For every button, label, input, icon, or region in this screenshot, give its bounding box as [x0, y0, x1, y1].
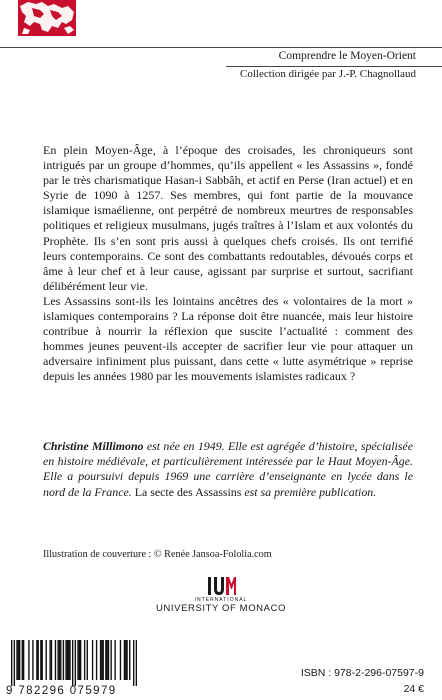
- barcode: [3, 638, 141, 700]
- barcode-bar: [133, 640, 134, 686]
- barcode-bar: [106, 640, 107, 680]
- barcode-bar: [105, 640, 106, 680]
- barcode-bar: [40, 640, 41, 680]
- barcode-digits: 9 782296 075979: [6, 685, 117, 697]
- barcode-bar: [136, 640, 137, 686]
- barcode-bar: [108, 640, 109, 680]
- barcode-bar: [45, 640, 46, 680]
- barcode-bar: [60, 640, 61, 680]
- barcode-bar: [55, 640, 56, 680]
- barcode-bar: [36, 640, 37, 680]
- barcode-bar: [75, 640, 76, 686]
- barcode-bar: [114, 640, 115, 680]
- barcode-bar: [49, 640, 50, 680]
- barcode-bar: [22, 640, 23, 680]
- barcode-bar: [101, 640, 102, 680]
- series-separator: [226, 66, 442, 67]
- middle-east-map-icon: [18, 0, 76, 36]
- barcode-bar: [110, 640, 111, 680]
- barcode-bar: [14, 640, 15, 686]
- barcode-bar: [57, 640, 58, 680]
- barcode-bar: [11, 640, 12, 686]
- ium-logo-icon: [206, 575, 236, 597]
- back-cover-blurb: [43, 143, 413, 385]
- barcode-bar: [16, 640, 17, 680]
- barcode-bar: [18, 640, 19, 680]
- author-bio-text-end: est sa première publication.: [241, 484, 377, 499]
- blurb-paragraph: En plein Moyen-Âge, à l’époque des croisades, les chroniqueurs sont intrigués par un groupe d’hommes, qu’ils appellent « les Assassins », fondé par le très charismatique Hasan-i Sabbâh, et actif en Perse (Iran actuel) et en Syrie de 1090 à 1257. Ses membres, qui font partie de la mouvance islamique ismaélienne, ont perpétré de nombreux meurtres de responsables politiques et religieux musulmans, jugés traîtres à l’Islam et aux volontés du Prophète. Ils s’en sont pris aussi à quelques chefs croisés. Ils ont terrifié leurs contemporains. Ce sont des combattants redoutables, dévoués corps et âme à leur chef et à leur cause, agissant par surprise et surtout, sacrifiant délibérément leur vie.: [43, 143, 413, 293]
- barcode-bar: [32, 640, 33, 680]
- series-title: Comprendre le Moyen-Orient: [278, 50, 416, 62]
- barcode-bar: [72, 640, 73, 686]
- book-title: La secte des Assassins: [134, 484, 242, 499]
- author-name: Christine Millimono: [43, 439, 144, 453]
- barcode-bar: [129, 640, 130, 680]
- barcode-bar: [23, 640, 24, 680]
- barcode-bar: [92, 640, 93, 680]
- barcode-bar: [80, 640, 81, 680]
- barcode-bar: [124, 640, 125, 680]
- barcode-bar: [42, 640, 43, 680]
- barcode-bar: [100, 640, 101, 680]
- barcode-bar: [96, 640, 97, 680]
- barcode-bar: [87, 640, 88, 680]
- barcode-bar: [79, 640, 80, 680]
- series-director: Collection dirigée par J.-P. Chagnollaud: [240, 68, 416, 80]
- blurb-paragraph: Les Assassins sont-ils les lointains ancêtres des « volontaires de la mort » islamiques contemporains ? La réponse doit être nuancée, mais leur histoire contribue à nourrir la réflexion que suscite l’actualité : comment des hommes jeunes peuvent-ils accepter de sacrifier leur vie pour attaquer un adversaire infiniment plus puissant, dans cette « lutte asymétrique » reprise depuis les années 1980 par les mouvements islamistes radicaux ?: [43, 293, 413, 384]
- barcode-bars: [11, 640, 137, 686]
- series-map-logo: [18, 0, 76, 36]
- barcode-bar: [69, 640, 70, 680]
- series-top-rule: [0, 47, 442, 48]
- barcode-bar: [84, 640, 85, 680]
- publisher-name: UNIVERSITY OF MONACO: [155, 603, 287, 614]
- barcode-bar: [19, 640, 20, 680]
- barcode-bar: [67, 640, 68, 680]
- barcode-bar: [125, 640, 126, 680]
- barcode-bar: [68, 640, 69, 680]
- barcode-bar: [63, 640, 64, 680]
- publisher-caption: INTERNATIONAL: [194, 597, 248, 603]
- author-bio: [43, 439, 413, 500]
- barcode-bar: [65, 640, 66, 680]
- barcode-bar: [51, 640, 52, 680]
- barcode-bar: [126, 640, 127, 680]
- cover-illustration-credit: Illustration de couverture : © Renée Jansoa-Fololia.com: [43, 549, 272, 560]
- barcode-bar: [38, 640, 39, 680]
- isbn: ISBN : 978-2-296-07597-9: [300, 667, 424, 679]
- barcode-bar: [28, 640, 29, 680]
- barcode-bar: [120, 640, 121, 680]
- author-bio-text: est née en 1949. Elle est agrégée d’histoire, spécialisée en histoire médiévale, et particulièrement intéressée par le Haut Moyen-Âge. Elle a poursuivi depuis 1969 une carrière d’enseignante en lycée dans le nord de la France.: [43, 439, 413, 499]
- price: 24 €: [403, 683, 424, 695]
- barcode-bar: [59, 640, 60, 680]
- barcode-bar: [77, 640, 78, 680]
- barcode-bar: [103, 640, 104, 680]
